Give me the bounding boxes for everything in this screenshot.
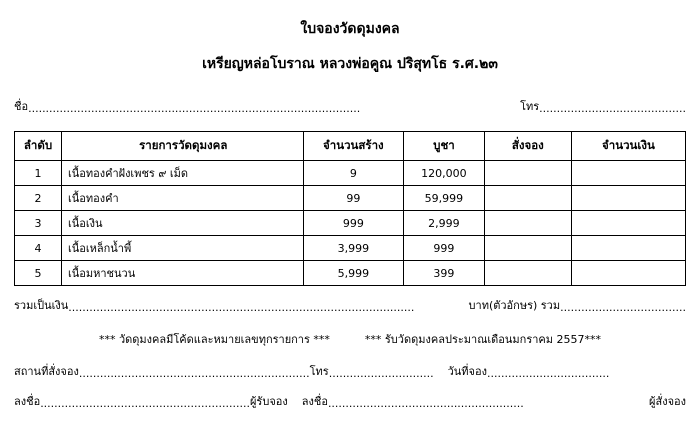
cell-order[interactable] [484, 186, 571, 211]
col-header-qty: จำนวนสร้าง [303, 132, 404, 161]
cell-desc: เนื้อเงิน [61, 211, 303, 236]
cell-qty: 99 [303, 186, 404, 211]
phone-input-line[interactable]: .......................................... [539, 102, 686, 115]
col-header-desc: รายการวัดดุมงคล [61, 132, 303, 161]
orderer-sign-line[interactable]: ........................................................ [327, 397, 524, 410]
cell-price: 59,999 [404, 186, 485, 211]
cell-amount[interactable] [571, 236, 685, 261]
table-row [15, 211, 686, 236]
place-label: สถานที่สั่งจอง [14, 365, 79, 378]
cell-qty: 9 [303, 161, 404, 186]
notes-row [14, 330, 686, 348]
cell-no: 3 [15, 211, 62, 236]
cell-qty: 3,999 [303, 236, 404, 261]
footer-place-row [14, 362, 686, 380]
cell-order[interactable] [484, 236, 571, 261]
footer-phone-label: โทร [309, 365, 329, 378]
table-header-row [15, 132, 686, 161]
receiver-sign-role: ผู้รับจอง [249, 395, 288, 408]
cell-amount[interactable] [571, 261, 685, 286]
name-label: ชื่อ [14, 100, 29, 113]
col-header-order: สั่งจอง [484, 132, 571, 161]
cell-no: 4 [15, 236, 62, 261]
total-words-line[interactable]: .................................... [560, 301, 686, 314]
cell-amount[interactable] [571, 211, 685, 236]
date-input-line[interactable]: ................................... [486, 367, 610, 380]
cell-qty: 999 [303, 211, 404, 236]
place-input-line[interactable]: .................................................................. [78, 367, 310, 380]
cell-order[interactable] [484, 161, 571, 186]
cell-price: 999 [404, 236, 485, 261]
cell-amount[interactable] [571, 161, 685, 186]
cell-order[interactable] [484, 261, 571, 286]
col-header-price: บูชา [404, 132, 485, 161]
footer-phone-input-line[interactable]: .............................. [328, 367, 434, 380]
orderer-sign-role: ผู้สั่งจอง [649, 395, 686, 408]
cell-amount[interactable] [571, 186, 685, 211]
cell-qty: 5,999 [303, 261, 404, 286]
receiver-sign-label: ลงชื่อ [14, 395, 41, 408]
note-delivery-date: *** รับวัดดุมงคลประมาณเดือนมกราคม 2557*** [364, 333, 602, 346]
cell-desc: เนื้อเหล็กน้ำพี้ [61, 236, 303, 261]
total-amount-line[interactable]: ................................................................................................... [68, 301, 415, 314]
total-row [14, 296, 686, 314]
note-code-numbering: *** วัดดุมงคลมีโค้ดและหมายเลขทุกรายการ *** [98, 333, 330, 346]
receiver-sign-line[interactable]: ............................................................ [40, 397, 250, 410]
col-header-amount: จำนวนเงิน [571, 132, 685, 161]
name-input-line[interactable]: ............................................................................................... [28, 102, 361, 115]
total-label: รวมเป็นเงิน [14, 299, 69, 312]
table-row [15, 261, 686, 286]
phone-label: โทร [520, 100, 540, 113]
col-header-no: ลำดับ [15, 132, 62, 161]
cell-price: 120,000 [404, 161, 485, 186]
cell-no: 2 [15, 186, 62, 211]
cell-no: 5 [15, 261, 62, 286]
cell-desc: เนื้อมหาชนวน [61, 261, 303, 286]
cell-no: 1 [15, 161, 62, 186]
page-title-secondary: เหรียญหล่อโบราณ หลวงพ่อคูณ ปริสุทโธ ร.ศ.๒๓ [202, 56, 498, 72]
orderer-sign-label: ลงชื่อ [301, 395, 328, 408]
table-row [15, 236, 686, 261]
footer-signature-row [14, 392, 686, 410]
name-phone-row [14, 97, 686, 115]
total-baht-label: บาท(ตัวอักษร) รวม [468, 299, 561, 312]
table-row [15, 161, 686, 186]
date-label: วันที่จอง [447, 365, 487, 378]
order-table [14, 131, 686, 286]
page-title-primary: ใบจองวัดดุมงคล [300, 21, 400, 37]
cell-order[interactable] [484, 211, 571, 236]
cell-price: 399 [404, 261, 485, 286]
cell-price: 2,999 [404, 211, 485, 236]
cell-desc: เนื้อทองคำ [61, 186, 303, 211]
cell-desc: เนื้อทองคำฝังเพชร ๙ เม็ด [61, 161, 303, 186]
table-row [15, 186, 686, 211]
